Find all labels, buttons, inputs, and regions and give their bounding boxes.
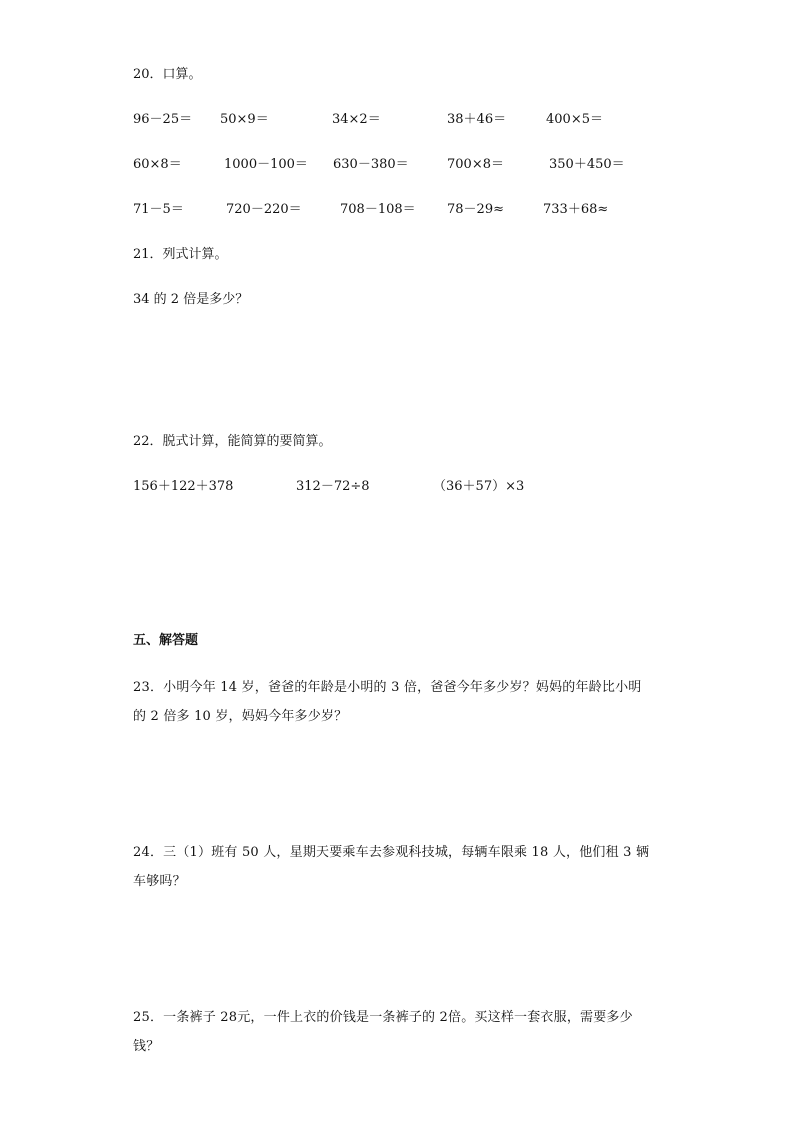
q20-item: 720－220＝: [226, 202, 302, 217]
q20-row-1: [0, 111, 794, 129]
q20-title: 20．口算。: [133, 67, 202, 82]
q20-item: 60×8＝: [133, 157, 182, 172]
q20-item: 400×5＝: [546, 112, 603, 127]
q25-text: [133, 1003, 661, 1061]
q21-prompt: 34 的 2 倍是多少？: [133, 292, 249, 307]
q20-row-2: [0, 156, 794, 174]
q20-item: 733＋68≈: [543, 202, 609, 217]
q23-line-1: 23．小明今年 14 岁，爸爸的年龄是小明的 3 倍，爸爸今年多少岁？妈妈的年龄比小明: [133, 680, 642, 695]
q20-item: 1000－100＝: [224, 157, 308, 172]
q22-item: 156＋122＋378: [133, 479, 234, 494]
q20-item: 630－380＝: [333, 157, 409, 172]
q25-line-2: 钱？: [133, 1039, 160, 1054]
q20-item: 34×2＝: [332, 112, 381, 127]
q23-text: [133, 673, 661, 731]
q20-item: 96－25＝: [133, 112, 193, 127]
q22-items: [0, 478, 794, 496]
q20-item: 350＋450＝: [549, 157, 625, 172]
section-title: 五、解答题: [133, 633, 199, 648]
q20-item: 700×8＝: [447, 157, 504, 172]
q20-item: 71－5＝: [133, 202, 184, 217]
q24-line-1: 24．三（1）班有 50 人，星期天要乘车去参观科技城，每辆车限乘 18 人，他们租 3 辆: [133, 845, 650, 860]
q20-item: 78－29≈: [447, 202, 504, 217]
q24-text: [133, 838, 661, 896]
q24-line-2: 车够吗？: [133, 874, 186, 889]
q20-item: 708－108＝: [340, 202, 416, 217]
q20-item: 50×9＝: [220, 112, 269, 127]
q20-row-3: [0, 201, 794, 219]
q25-line-1: 25．一条裤子 28元，一件上衣的价钱是一条裤子的 2倍。买这样一套衣服，需要多少: [133, 1010, 633, 1025]
q23-line-2: 的 2 倍多 10 岁，妈妈今年多少岁？: [133, 709, 348, 724]
q22-item: 312－72÷8: [296, 479, 370, 494]
q22-title: 22．脱式计算，能简算的要简算。: [133, 434, 332, 449]
q22-item: （36＋57）×3: [433, 479, 525, 494]
q20-item: 38＋46＝: [447, 112, 507, 127]
q21-title: 21．列式计算。: [133, 247, 228, 262]
